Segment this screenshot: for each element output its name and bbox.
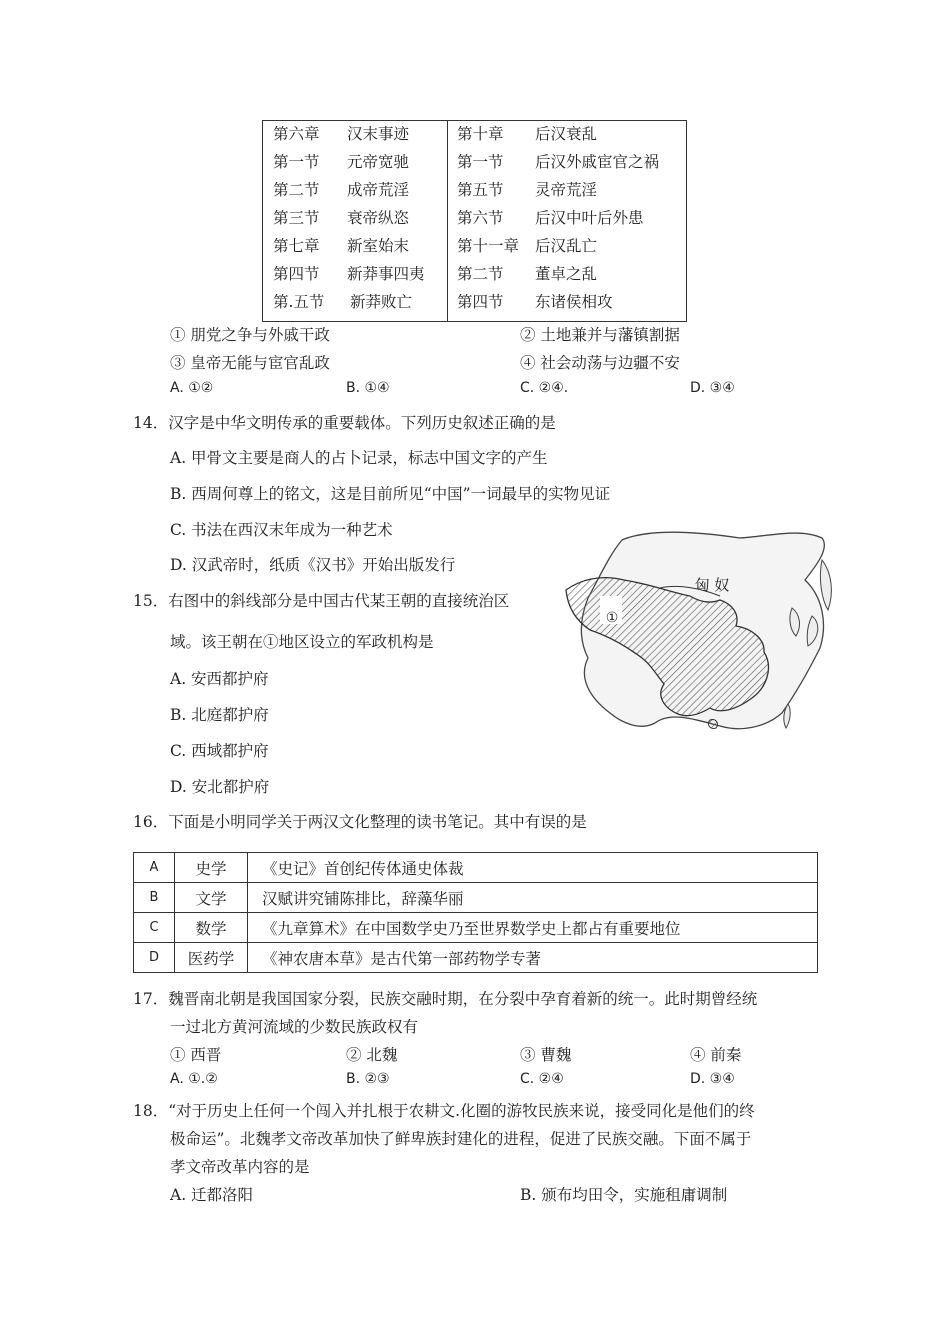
dynasty-territory-map bbox=[560, 518, 850, 748]
q17-stem-line2: 一过北方黄河流域的少数民族政权有 bbox=[170, 1018, 419, 1036]
toc-title: 灵帝荒淫 bbox=[535, 181, 598, 199]
q15-stem-line2: 域。该王朝在①地区设立的军政机构是 bbox=[170, 633, 434, 651]
toc-num: 第.五节 bbox=[273, 293, 325, 311]
row-content: 汉赋讲究铺陈排比，辞藻华丽 bbox=[248, 883, 818, 913]
q14-option-a: A. 甲骨文主要是商人的占卜记录，标志中国文字的产生 bbox=[170, 449, 548, 467]
toc-num: 第十一章 bbox=[457, 237, 520, 255]
q18-stem-line2: 极命运”。北魏孝文帝改革加快了鲜卑族封建化的进程，促进了民族交融。下面不属于 bbox=[170, 1130, 752, 1148]
toc-title: 董卓之乱 bbox=[535, 265, 598, 283]
q18-stem-line3: 孝文帝改革内容的是 bbox=[170, 1158, 310, 1176]
q15-option-d: D. 安北都护府 bbox=[170, 778, 270, 796]
q17-item: ③ 曹魏 bbox=[520, 1046, 572, 1064]
q16-table bbox=[133, 852, 818, 973]
q18-option-a: A. 迁都洛阳 bbox=[170, 1186, 254, 1204]
toc-num: 第二节 bbox=[457, 265, 504, 283]
q13-option-b: B. ①④ bbox=[346, 380, 390, 396]
row-key: D bbox=[134, 943, 175, 973]
row-content: 《史记》首创纪传体通史体裁 bbox=[248, 853, 818, 883]
q13-item: ① 朋党之争与外戚干政 bbox=[170, 326, 330, 344]
q18-stem-line1: 18．“对于历史上任何一个闯入并扎根于农耕文.化圈的游牧民族来说，接受同化是他们的终 bbox=[133, 1102, 755, 1120]
map-marker-label: ① bbox=[605, 610, 619, 626]
table-row bbox=[134, 853, 818, 883]
q17-stem-line1: 17．魏晋南北朝是我国国家分裂，民族交融时期，在分裂中孕育着新的统一。此时期曾经统 bbox=[133, 990, 758, 1008]
q14-option-c: C. 书法在西汉末年成为一种艺术 bbox=[170, 521, 393, 539]
q17-item: ④ 前秦 bbox=[690, 1046, 742, 1064]
toc-title: 新莽败亡 bbox=[350, 293, 413, 311]
q13-item: ④ 社会动荡与边疆不安 bbox=[520, 354, 680, 372]
row-content: 《九章算术》在中国数学史乃至世界数学史上都占有重要地位 bbox=[248, 913, 818, 943]
q17-option-d: D. ③④ bbox=[690, 1071, 735, 1087]
table-row bbox=[134, 883, 818, 913]
toc-title: 汉末事迹 bbox=[347, 125, 410, 143]
toc-num: 第一节 bbox=[273, 153, 320, 171]
toc-title: 后汉衰乱 bbox=[535, 125, 598, 143]
toc-divider bbox=[447, 121, 448, 321]
q15-option-b: B. 北庭都护府 bbox=[170, 706, 269, 724]
q13-option-a: A. ①② bbox=[170, 380, 214, 396]
row-field: 数学 bbox=[175, 913, 248, 943]
toc-num: 第三节 bbox=[273, 209, 320, 227]
toc-num: 第四节 bbox=[273, 265, 320, 283]
map-graphic bbox=[560, 518, 850, 748]
toc-num: 第二节 bbox=[273, 181, 320, 199]
row-content: 《神农唐本草》是古代第一部药物学专著 bbox=[248, 943, 818, 973]
toc-title: 新莽事四夷 bbox=[347, 265, 425, 283]
q18-option-b: B. 颁布均田令，实施租庸调制 bbox=[520, 1186, 728, 1204]
q17-option-c: C. ②④ bbox=[520, 1071, 564, 1087]
toc-title: 东诸侯相攻 bbox=[535, 293, 613, 311]
toc-num: 第五节 bbox=[457, 181, 504, 199]
q13-option-c: C. ②④. bbox=[520, 380, 569, 396]
table-row bbox=[134, 913, 818, 943]
toc-title: 后汉中叶后外患 bbox=[535, 209, 644, 227]
q15-option-a: A. 安西都护府 bbox=[170, 670, 269, 688]
row-field: 文学 bbox=[175, 883, 248, 913]
toc-num: 第七章 bbox=[273, 237, 320, 255]
toc-box bbox=[262, 120, 687, 322]
q13-item: ② 土地兼并与藩镇割据 bbox=[520, 326, 680, 344]
row-key: C bbox=[134, 913, 175, 943]
q15-stem-line1: 15．右图中的斜线部分是中国古代某王朝的直接统治区 bbox=[133, 592, 510, 610]
toc-title: 元帝宽驰 bbox=[347, 153, 410, 171]
q14-option-b: B. 西周何尊上的铭文，这是目前所见“中国”一词最早的实物见证 bbox=[170, 485, 611, 503]
table-row bbox=[134, 943, 818, 973]
toc-title: 成帝荒淫 bbox=[347, 181, 410, 199]
toc-num: 第六章 bbox=[273, 125, 320, 143]
q14-stem: 14．汉字是中华文明传承的重要载体。下列历史叙述正确的是 bbox=[133, 414, 556, 432]
q14-option-d: D. 汉武帝时，纸质《汉书》开始出版发行 bbox=[170, 556, 456, 574]
row-field: 史学 bbox=[175, 853, 248, 883]
q13-item: ③ 皇帝无能与宦官乱政 bbox=[170, 354, 330, 372]
toc-title: 后汉乱亡 bbox=[535, 237, 598, 255]
toc-num: 第一节 bbox=[457, 153, 504, 171]
row-key: A bbox=[134, 853, 175, 883]
q15-option-c: C. 西域都护府 bbox=[170, 742, 269, 760]
q13-option-d: D. ③④ bbox=[690, 380, 735, 396]
row-field: 医药学 bbox=[175, 943, 248, 973]
row-key: B bbox=[134, 883, 175, 913]
toc-num: 第六节 bbox=[457, 209, 504, 227]
q17-option-b: B. ②③ bbox=[346, 1071, 390, 1087]
toc-num: 第十章 bbox=[457, 125, 504, 143]
q17-item: ② 北魏 bbox=[346, 1046, 398, 1064]
toc-title: 衰帝纵恣 bbox=[347, 209, 410, 227]
toc-title: 新室始末 bbox=[347, 237, 410, 255]
q17-item: ① 西晋 bbox=[170, 1046, 222, 1064]
map-region-label: 匈 奴 bbox=[694, 576, 730, 594]
q16-stem: 16．下面是小明同学关于两汉文化整理的读书笔记。其中有误的是 bbox=[133, 813, 587, 831]
toc-num: 第四节 bbox=[457, 293, 504, 311]
q17-option-a: A. ①.② bbox=[170, 1071, 218, 1087]
toc-title: 后汉外戚宦官之祸 bbox=[535, 153, 660, 171]
